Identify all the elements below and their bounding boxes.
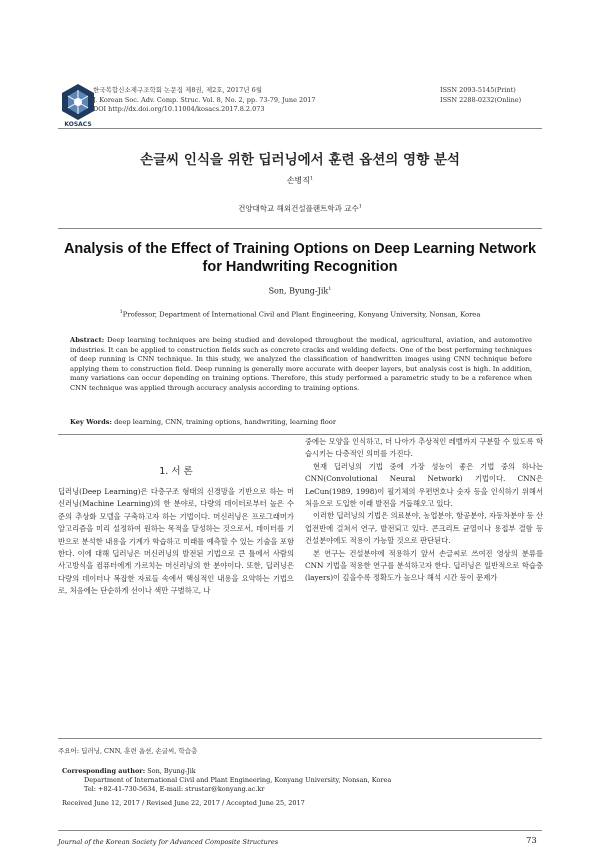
corresponding-name: Son, Byung-Jik: [147, 767, 196, 775]
body-left-column: [58, 486, 294, 598]
title-english: Analysis of the Effect of Training Options on Deep Learning Network for Handwriting Recognition: [63, 241, 537, 275]
journal-header: [93, 86, 316, 115]
corresponding-contact: Tel: +82-41-730-5634, E-mail: strustar@konyang.ac.kr: [84, 785, 265, 794]
title-rule: [58, 228, 542, 229]
corresponding-label: Corresponding author:: [62, 767, 146, 775]
affiliation-korean: [0, 203, 600, 214]
paragraph: 현재 딥러닝의 기법 중에 가장 성능이 좋은 기법 중의 하나는 CNN(Convolutional Neural Network) 기법이다. CNN은 LeCun(1989, 1998)이 필기체의 우편번호나 숫자 등을 인식하기 위해서 처음으로 도입한 이래 발전을 거듭해오고 있다.: [305, 461, 543, 509]
affiliation-english-text: Professor, Department of International Civil and Plant Engineering, Konyang University, Nonsan, Korea: [122, 310, 481, 319]
header-rule: [58, 128, 542, 129]
author-english-name: Son, Byung-Jik: [268, 286, 329, 296]
footer-rule: [58, 830, 542, 831]
issn-block: [440, 86, 521, 105]
abstract: [70, 336, 532, 394]
author-korean: [0, 175, 600, 186]
issn-print: ISSN 2093-5145(Print): [440, 86, 516, 94]
keywords-text: deep learning, CNN, training options, handwriting, learning floor: [114, 418, 337, 426]
journal-logo: [58, 82, 98, 132]
received-dates: Received June 12, 2017 / Revised June 22, 2017 / Accepted June 25, 2017: [62, 799, 305, 807]
affiliation-korean-text: 건양대학교 해외건설플랜트학과 교수: [238, 204, 359, 213]
paragraph: 이러한 딥러닝의 기법은 의료분야, 농업분야, 항공분야, 자동차분야 등 산업전반에 걸쳐서 연구, 발전되고 있다. 콘크리트 균열이나 용접부 결함 등 건설분야에도 적용이 가능할 것으로 판단된다.: [305, 511, 543, 546]
keywords: [70, 418, 532, 426]
title-korean: 손글씨 인식을 위한 딥러닝에서 훈련 옵션의 영향 분석: [140, 152, 460, 168]
paragraph: 본 연구는 건설분야에 적용하기 앞서 손글씨로 쓰여진 영상의 분류를 CNN 기법을 적용한 연구를 분석하고자 한다. 딥러닝은 일반적으로 학습층(layers)이 깊을수록 정확도가 높으나 해석 시간 등이 문제가: [305, 548, 543, 583]
paragraph: 딥러닝(Deep Learning)은 다층구조 형태의 신경망을 기반으로 하는 머신러닝(Machine Learning)의 한 분야로, 다량의 데이터로부터 높은 수준의 추상화 모델을 구축하고자 하는 기법이다. 머신러닝은 프로그래머가 알고리즘을 미리 설정하여 원하는 목적을 달성하는 것으로서, 데이터를 기반으로 분석한 내용을 기계가 학습하고 미래를 예측할 수 있는 기술을 포함한다. 이에 대해 딥러닝은 머신러닝의 발전된 기법으로 큰 틀에서 사람의 사고방식을 컴퓨터에게 가르치는 머신러닝의 한 분야이다. 또한, 딥러닝은 다량의 데이터나 복잡한 자료들 속에서 핵심적인 내용을 요약하는 기법으로, 처음에는 단순하게 선이나 색만 구별하고, 나: [58, 487, 294, 596]
corresponding-dept: Department of International Civil and Plant Engineering, Konyang University, Nonsan, Korea: [84, 776, 392, 785]
author-korean-sup: 1: [310, 175, 314, 182]
footnote-rule: [58, 738, 542, 739]
body-right-column: [305, 436, 543, 585]
paragraph: 중에는 모양을 인식하고, 더 나아가 추상적인 레벨까지 구분할 수 있도록 학습시키는 다층적인 의미를 가진다.: [305, 437, 543, 459]
logo-text: KOSACS: [64, 121, 92, 128]
abstract-rule: [58, 434, 542, 435]
keywords-korean: 주요어: 딥러닝, CNN, 훈련 옵션, 손글씨, 학습층: [58, 747, 198, 755]
issn-online: ISSN 2288-0232(Online): [440, 95, 522, 104]
journal-name-ko: 한국복합신소재구조학회 논문집 제8권, 제2호, 2017년 6월: [93, 86, 262, 94]
corresponding-author: [62, 767, 391, 795]
author-korean-name: 손병직: [286, 176, 310, 185]
abstract-label: Abstract:: [70, 336, 105, 344]
page-number: 73: [526, 836, 537, 846]
author-english-sup: 1: [328, 286, 332, 292]
abstract-text: Deep learning techniques are being studied and developed throughout the medical, agricultural, aviation, and automotive industries. It can be applied to construction fields such as concrete cracks and welding defects. One of the best performing techniques of deep running is CNN technique. In this study, we analyzed the classification of handwritten images using CNN technique before applying them to construction field. Deep running is generally more accurate with deeper layers, but analysis cost is high. In addition, many variations can occur depending on training options. Therefore, this study performed a parametric study to be a reference when CNN technique was applied through accuracy analysis according to training options.: [70, 336, 532, 392]
journal-name-en: J. Korean Soc. Adv. Comp. Struc. Vol. 8, No. 2, pp. 73-79, June 2017: [93, 95, 316, 104]
affiliation-english-sup: 1: [119, 309, 123, 315]
affiliation-korean-sup: 1: [358, 203, 362, 210]
footer-journal: Journal of the Korean Society for Advanced Composite Structures: [58, 838, 279, 846]
affiliation-english: [0, 309, 600, 318]
section-heading: 1. 서 론: [159, 466, 193, 477]
keywords-label: Key Words:: [70, 418, 112, 426]
author-english: [0, 286, 600, 296]
doi-link[interactable]: DOI http://dx.doi.org/10.11004/kosacs.2017.8.2.073: [93, 105, 265, 113]
